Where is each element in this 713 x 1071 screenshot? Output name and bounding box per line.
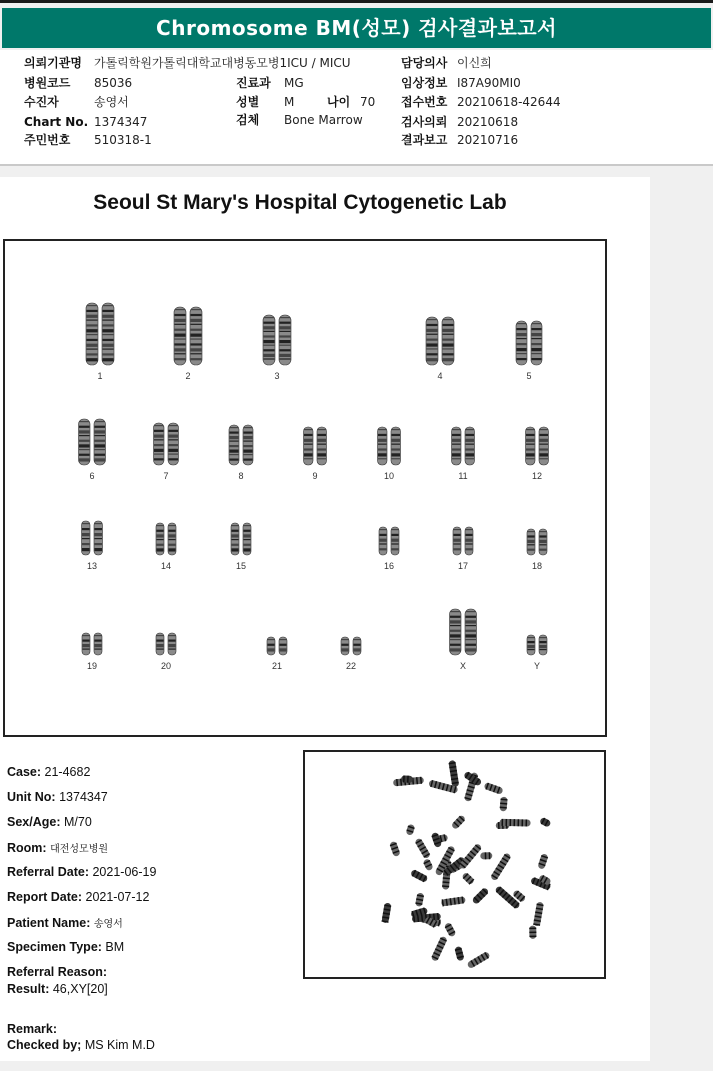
metaphase-chromosome — [401, 775, 413, 783]
chromosome-label: 5 — [526, 371, 532, 381]
metaphase-chromosome — [431, 936, 448, 962]
chromosome-pair-18 — [519, 527, 555, 557]
bottom-strip — [0, 1061, 713, 1071]
chromosome-label: 14 — [160, 561, 171, 571]
chromosome-pair-6 — [74, 417, 110, 467]
metaphase-chromosome — [499, 819, 530, 827]
chromosome-pair-Y — [519, 633, 555, 657]
referral-reason-line: Referral Reason: — [7, 965, 108, 979]
metaphase-chromosome — [537, 853, 548, 870]
metaphase-chromosome — [490, 852, 512, 881]
metaphase-chromosome — [422, 858, 433, 871]
chromosome-pair-15 — [223, 521, 259, 557]
metaphase-chromosome — [500, 797, 508, 812]
chromosome-pair-4 — [422, 315, 458, 367]
chromosome-label: 19 — [86, 661, 97, 671]
report-title: Chromosome BM(성모) 검사결과보고서 — [2, 8, 711, 48]
chromosome-pair-17 — [445, 525, 481, 557]
chromosome-label: 16 — [383, 561, 394, 571]
referral-date-line: Referral Date: 2021-06-19 — [7, 865, 157, 879]
metaphase-chromosome — [458, 843, 482, 870]
metaphase-chromosome — [389, 841, 401, 857]
metaphase-chromosome — [410, 869, 429, 883]
sexage-line: Sex/Age: M/70 — [7, 815, 92, 829]
chromosome-pair-14 — [148, 521, 184, 557]
chromosome-label: 10 — [383, 471, 394, 481]
metaphase-chromosome — [471, 887, 489, 905]
metaphase-chromosome — [441, 896, 466, 906]
top-border — [0, 0, 713, 3]
chromosome-pair-5 — [511, 319, 547, 367]
chromosome-label: 15 — [235, 561, 246, 571]
checked-line: Checked by; MS Kim M.D — [7, 1038, 155, 1052]
metaphase-chromosome — [529, 926, 536, 939]
metaphase-chromosome — [381, 902, 391, 923]
metaphase-spread-image — [305, 752, 604, 977]
chromosome-label: 6 — [89, 471, 95, 481]
karyotype-panel — [3, 239, 607, 737]
chromosome-label: 12 — [531, 471, 542, 481]
chromosome-pair-10 — [371, 425, 407, 467]
cytogenetic-report — [0, 177, 650, 1061]
metaphase-chromosome — [461, 872, 475, 886]
chromosome-pair-22 — [333, 635, 369, 657]
chromosome-pair-X — [445, 607, 481, 657]
patient-name-line: Patient Name: 송영서 — [7, 916, 123, 930]
chromosome-label: 22 — [345, 661, 356, 671]
specimen-type-line: Specimen Type: BM — [7, 940, 125, 954]
chromosome-pair-3 — [259, 313, 295, 367]
chromosome-label: 7 — [163, 471, 169, 481]
chromosome-label: 4 — [437, 371, 443, 381]
result-line: Result: 46,XY[20] — [7, 982, 108, 996]
metaphase-chromosome — [444, 922, 457, 938]
chromosome-label: 3 — [274, 371, 280, 381]
chromosome-label: 18 — [531, 561, 542, 571]
metaphase-chromosome — [405, 824, 415, 836]
chromosome-label: X — [459, 661, 466, 671]
remark-line: Remark: — [7, 1022, 58, 1036]
chromosome-label: 13 — [86, 561, 97, 571]
chromosome-pair-21 — [259, 635, 295, 657]
metaphase-chromosome — [466, 951, 490, 969]
case-line: Case: 21-4682 — [7, 765, 91, 779]
header-divider — [0, 164, 713, 166]
report-date-line: Report Date: 2021-07-12 — [7, 890, 150, 904]
patient-header: 의뢰기관명 가톨릭학원가톨릭대학교대병동모병1ICU / MICU 병원코드 85036 수진자 송영서 Chart No. 1374347 주민번호 510318-1 진료과 MG 성별 M 나이 70 검체 Bone Marrow 담당의사 이신희 임상정보 I87A90MI0 접수번호 20210618-42644 검사의뢰 20210618 결과보고 20210716 — [0, 50, 713, 164]
institution-value: 가톨릭학원가톨릭대학교대병동모병1ICU / MICU — [94, 56, 351, 70]
chromosome-pair-9 — [297, 425, 333, 467]
metaphase-chromosome — [533, 902, 544, 927]
chromosome-pair-1 — [82, 301, 118, 367]
metaphase-chromosome — [448, 760, 459, 787]
unit-line: Unit No: 1374347 — [7, 790, 108, 804]
chromosome-label: 2 — [185, 371, 191, 381]
chromosome-label: 21 — [271, 661, 282, 671]
chromosome-pair-20 — [148, 631, 184, 657]
metaphase-chromosome — [451, 814, 467, 830]
chromosome-pair-2 — [170, 305, 206, 367]
chromosome-label: Y — [533, 661, 540, 671]
chromosome-pair-11 — [445, 425, 481, 467]
metaphase-chromosome — [480, 852, 492, 859]
chromosome-label: 8 — [238, 471, 244, 481]
chromosome-pair-8 — [223, 423, 259, 467]
chromosome-pair-12 — [519, 425, 555, 467]
metaphase-chromosome — [539, 817, 552, 828]
room-line: Room: 대전성모병원 — [7, 841, 109, 855]
metaphase-chromosome — [415, 892, 424, 907]
chromosome-label: 20 — [160, 661, 171, 671]
metaphase-chromosome — [483, 782, 503, 795]
metaphase-chromosome — [414, 837, 431, 859]
chromosome-label: 11 — [458, 471, 468, 481]
metaphase-chromosome — [454, 946, 464, 961]
chromosome-pair-13 — [74, 519, 110, 557]
metaphase-image — [303, 750, 606, 979]
lab-title: Seoul St Mary's Hospital Cytogenetic Lab — [93, 191, 507, 214]
chromosome-pair-16 — [371, 525, 407, 557]
chromosome-pair-19 — [74, 631, 110, 657]
chromosome-label: 1 — [97, 371, 103, 381]
chromosome-label: 17 — [457, 561, 468, 571]
chromosome-label: 9 — [312, 471, 318, 481]
chromosome-pair-7 — [148, 421, 184, 467]
